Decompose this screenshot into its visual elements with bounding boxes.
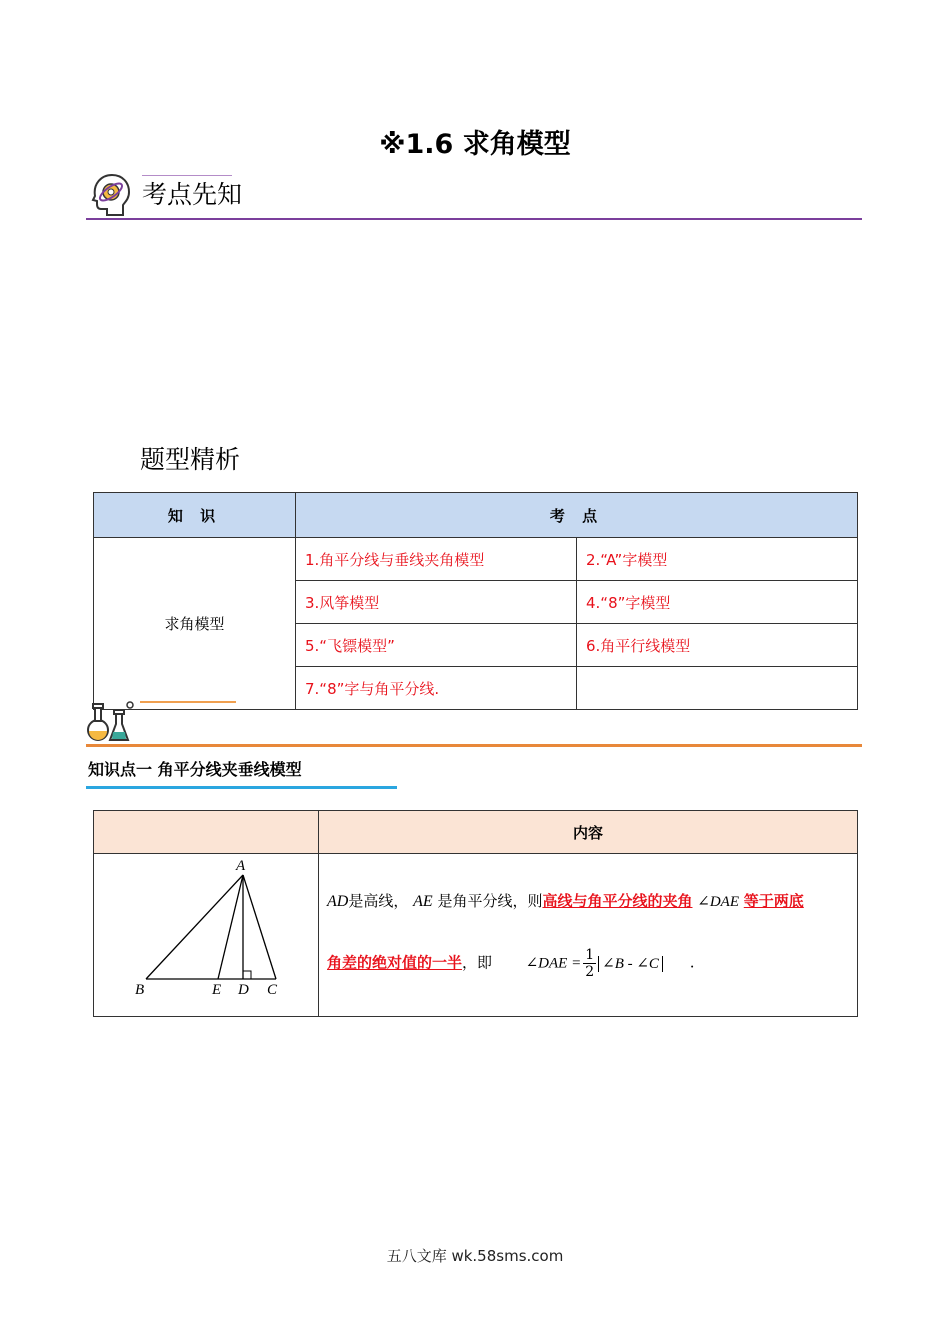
math-angle-dae: ∠DAE — [697, 894, 739, 910]
formula-fraction — [583, 947, 596, 980]
point-item: 6.角平行线模型 — [577, 624, 858, 667]
section-title-kaodian: 考点先知 — [142, 180, 243, 209]
point-item: 1.角平分线与垂线夹角模型 — [296, 538, 577, 581]
footer-watermark: 五八文库 wk.58sms.com — [386, 1247, 564, 1265]
math-ad: AD — [327, 893, 349, 910]
fraction-denominator: 2 — [585, 964, 595, 980]
fraction-numerator: 1 — [585, 947, 595, 963]
header-points: 考 点 — [296, 493, 858, 538]
knowledge-point-title: 知识点一 角平分线夹垂线模型 — [88, 760, 302, 779]
point-item: 5.“飞镖模型” — [296, 624, 577, 667]
point-item: 2.“A”字模型 — [577, 538, 858, 581]
point-item: 4.“8”字模型 — [577, 581, 858, 624]
formula-lhs: ∠DAE = — [525, 955, 582, 972]
figure-cell — [94, 854, 319, 1017]
topic-table — [93, 492, 858, 710]
triangle-figure — [95, 855, 319, 1011]
text-bisector: 是角平分线，则 — [437, 892, 543, 910]
section-title-overline — [140, 701, 236, 703]
section-divider-orange — [86, 744, 862, 747]
point-item: 7.“8”字与角平分线. — [296, 667, 577, 710]
head-gears-icon — [87, 172, 133, 218]
highlight-half-diff: 角差的绝对值的一半 — [327, 953, 463, 972]
formula-period: . — [689, 953, 695, 972]
content-cell — [319, 854, 858, 1017]
point-item: 3.风筝模型 — [296, 581, 577, 624]
page-title: ※1.6 求角模型 — [379, 129, 571, 160]
text-ie: ，即 — [462, 953, 493, 972]
header-figure — [94, 811, 319, 854]
text-altitude: 是高线， — [348, 892, 409, 910]
highlight-equals: 等于两底 — [743, 892, 804, 910]
flask-icon — [86, 700, 136, 744]
label-b: B — [135, 982, 145, 998]
header-knowledge: 知 识 — [94, 493, 296, 538]
header-content: 内容 — [319, 811, 858, 854]
label-a: A — [236, 858, 246, 874]
section-title-tixing: 题型精析 — [140, 445, 241, 474]
content-line-2 — [327, 947, 849, 980]
empty-cell — [577, 667, 858, 710]
topic-name: 求角模型 — [94, 538, 296, 710]
formula-abs: ∠B - ∠C — [598, 956, 663, 972]
knowledge-point-underline — [86, 786, 397, 789]
label-e: E — [212, 982, 222, 998]
highlight-angle-between: 高线与角平分线的夹角 — [542, 892, 693, 910]
content-table — [93, 810, 858, 1017]
content-line-1 — [327, 890, 849, 911]
label-c: C — [267, 982, 278, 998]
label-d: D — [238, 982, 249, 998]
section-divider — [86, 218, 862, 220]
math-ae: AE — [413, 893, 433, 910]
